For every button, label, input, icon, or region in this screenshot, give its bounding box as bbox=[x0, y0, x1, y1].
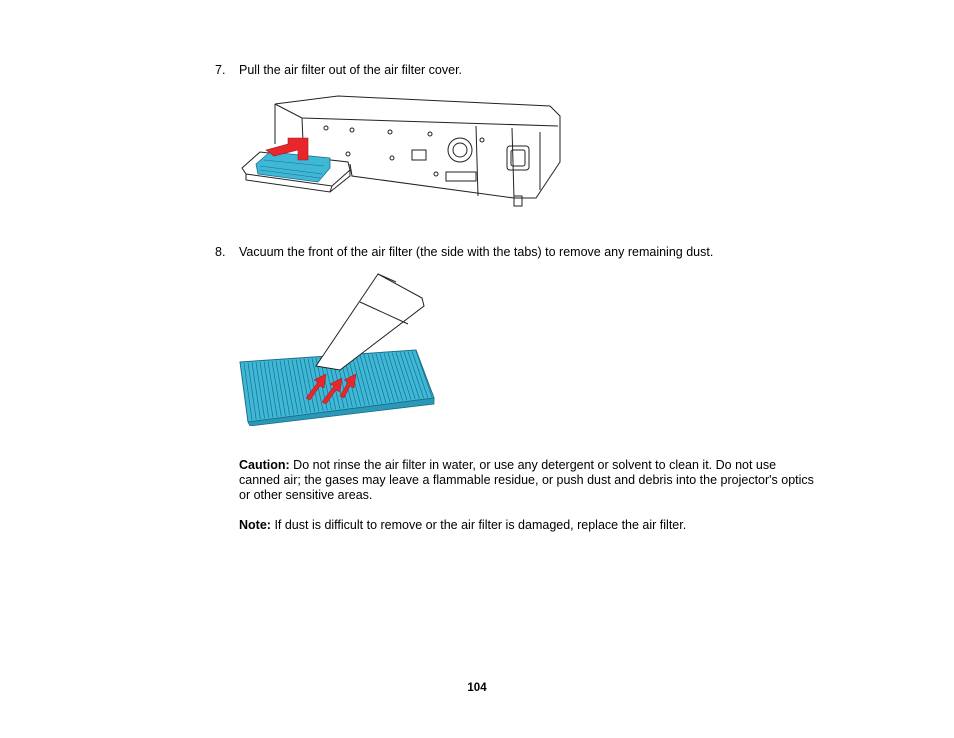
step-number: 8. bbox=[215, 245, 226, 259]
vacuum-filter-illustration bbox=[238, 270, 438, 426]
note-label: Note: bbox=[239, 518, 271, 532]
step-text: Vacuum the front of the air filter (the side with the tabs) to remove any remaining dust. bbox=[239, 245, 714, 259]
step-number: 7. bbox=[215, 63, 226, 77]
projector-filter-illustration bbox=[240, 94, 564, 210]
step-text: Pull the air filter out of the air filter cover. bbox=[239, 63, 463, 77]
caution-text: Do not rinse the air filter in water, or use any detergent or solvent to clean it. Do not use canned air; the gases may leave a flammable residue, or push dust and debris into the projector's optics or other sensitive areas. bbox=[239, 458, 814, 502]
caution-label: Caution: bbox=[239, 458, 290, 472]
note-notice bbox=[239, 518, 819, 533]
caution-notice bbox=[239, 458, 819, 502]
page-number: 104 bbox=[467, 682, 487, 694]
note-text: If dust is difficult to remove or the air filter is damaged, replace the air filter. bbox=[274, 518, 687, 532]
